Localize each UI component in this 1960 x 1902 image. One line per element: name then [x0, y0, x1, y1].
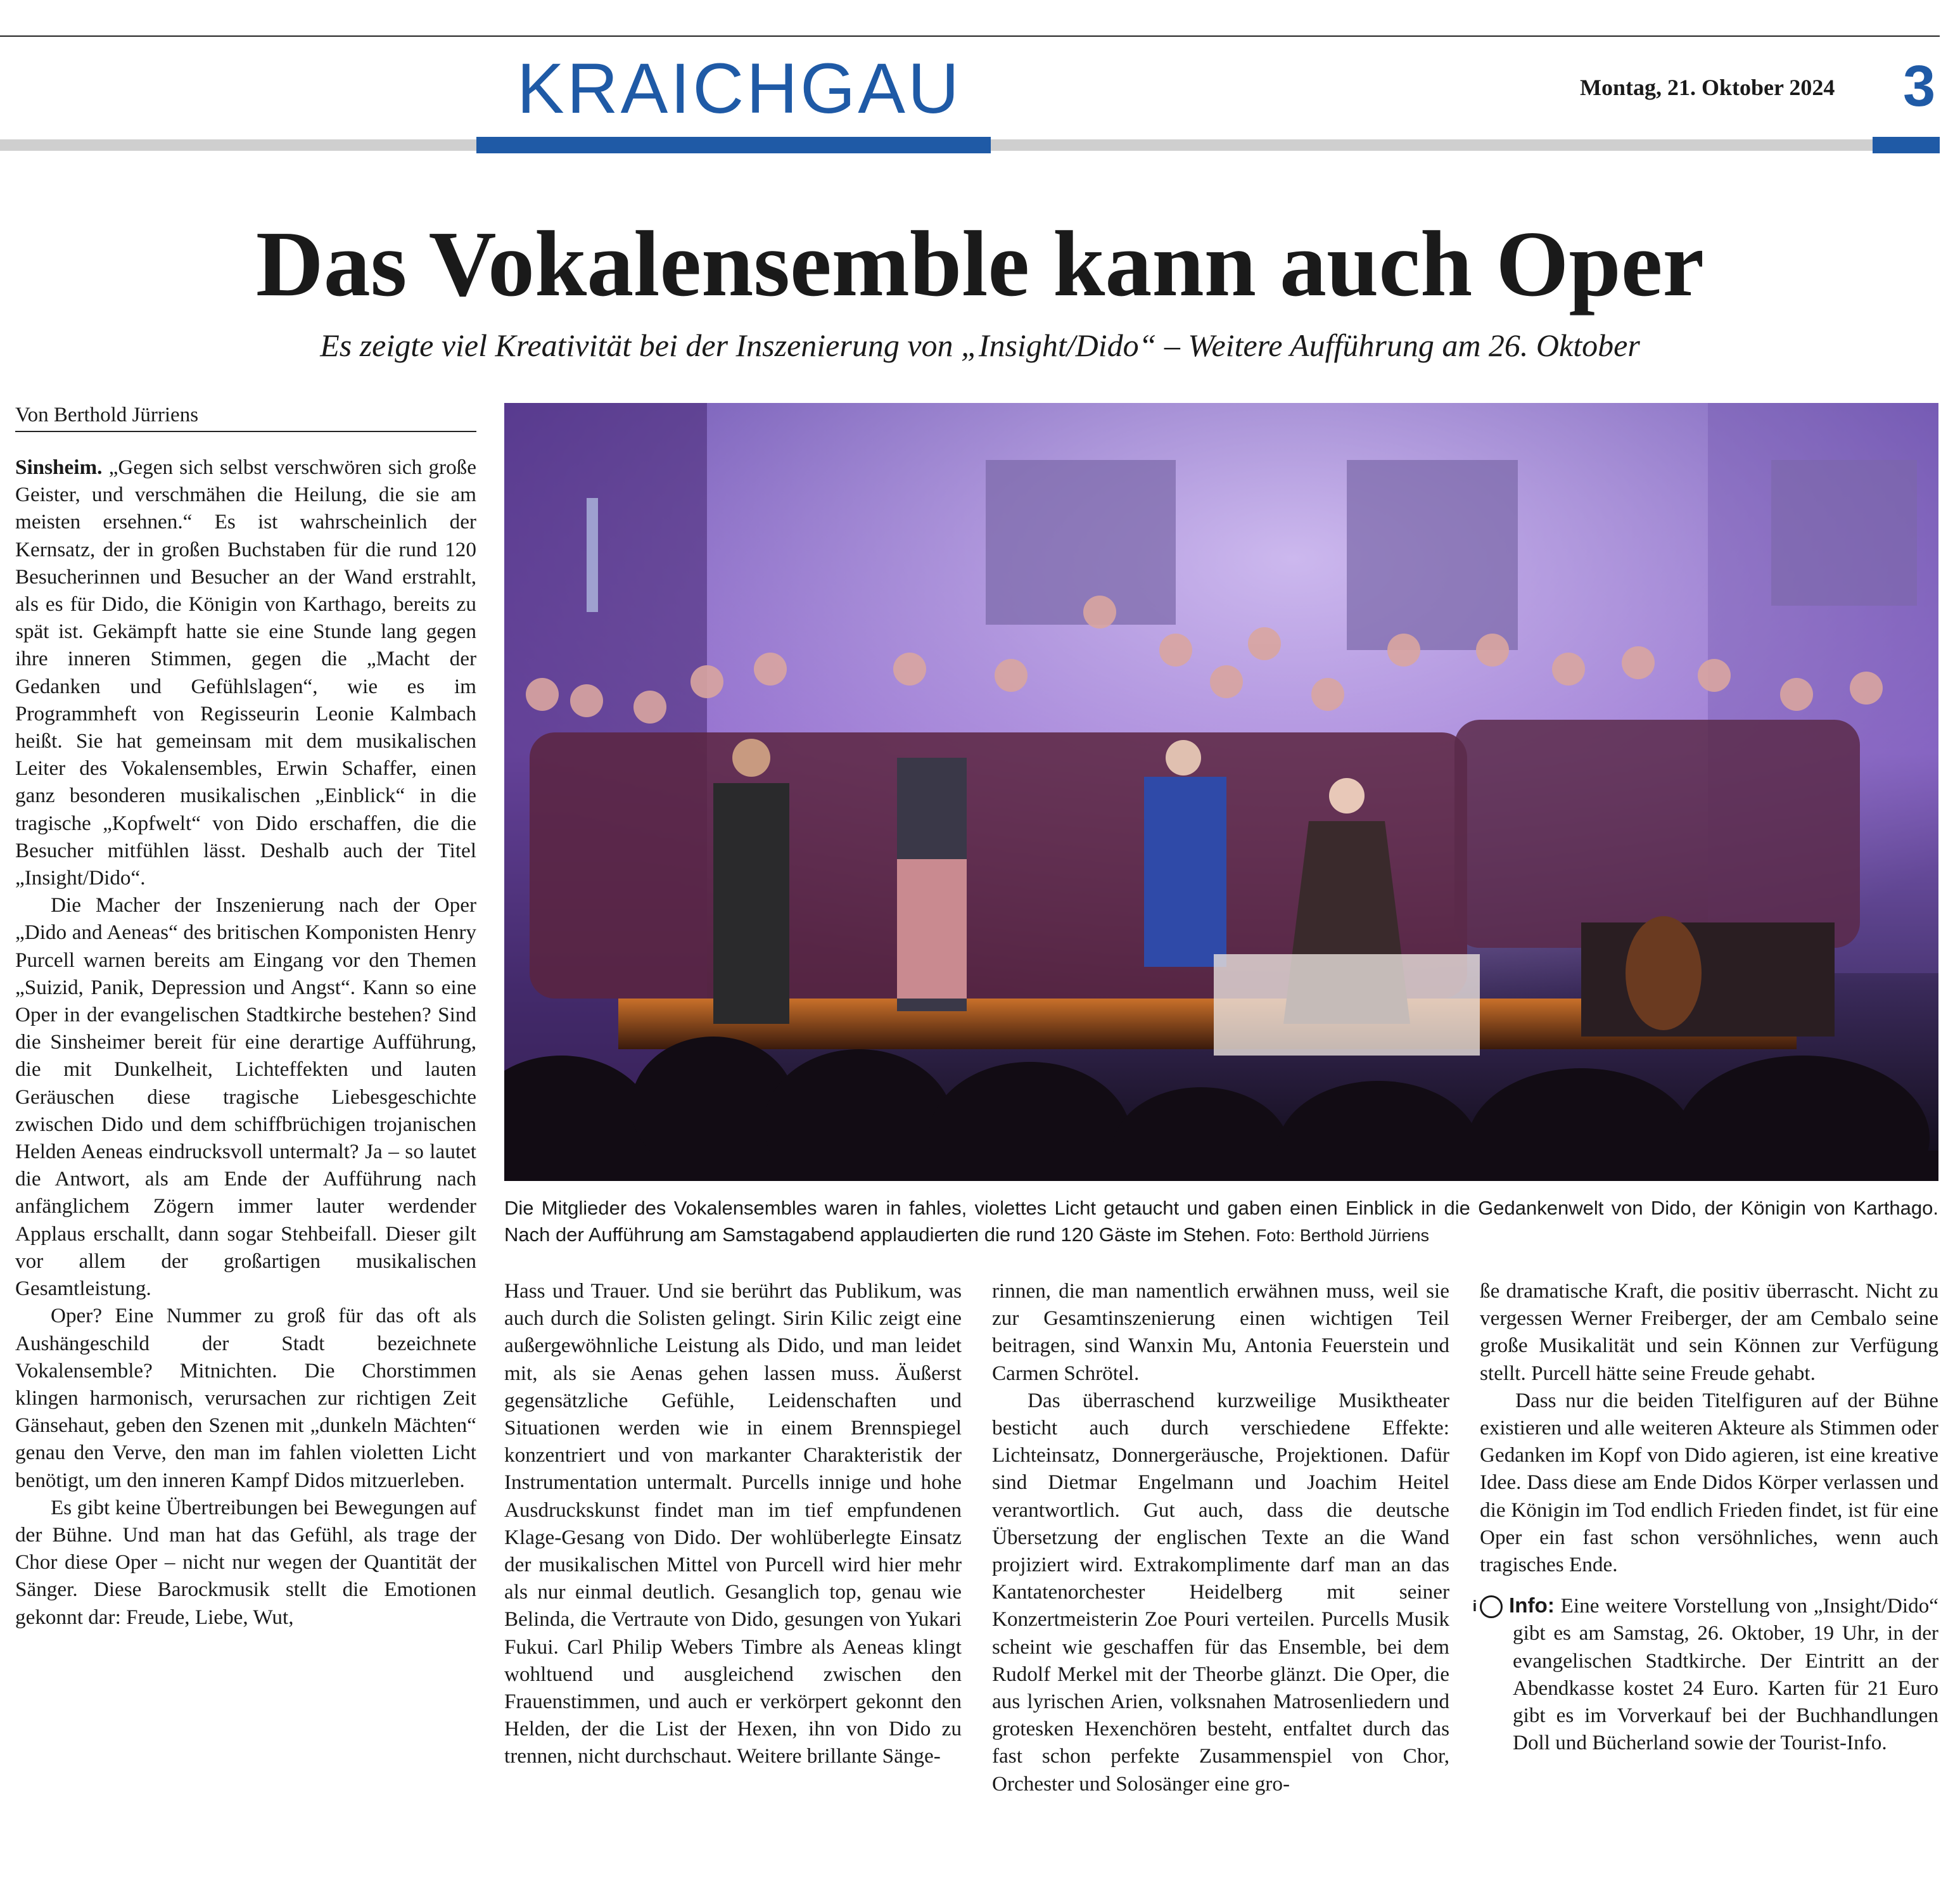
article-column-1: [15, 454, 476, 1631]
issue-date: Montag, 21. Oktober 2024: [1580, 75, 1835, 100]
caption-text: Die Mitglieder des Vokalensembles waren in fahles, violettes Licht getaucht und gaben einen Einblick in die Gedankenwelt von Dido, der Königin von Karthago. Nach der Aufführung am Samstagabend applaudierten die rund 120 Gäste im Stehen.: [504, 1197, 1938, 1246]
article-column-3: [992, 1277, 1449, 1797]
header-rule-blue-right: [1873, 137, 1940, 153]
byline: Von Berthold Jürriens: [15, 404, 199, 426]
paragraph: Oper? Eine Nummer zu groß für das oft als Aushängeschild der Stadt bezeichnete Vokalensemble? Mitnichten. Die Chorstimmen klingen harmonisch, verursachen zur richtigen Zeit Gänsehaut, geben den Szenen mit „dunkeln Mächten“ genau den Verve, den man im fahlen violetten Licht benötigt, um den inneren Kampf Didos mitzuerleben.: [15, 1304, 476, 1492]
paragraph: rinnen, die man namentlich erwähnen muss, weil sie zur Gesamtinszenierung einen wichtigen Teil beitragen, sind Wanxin Mu, Antonia Feuerstein und Carmen Schrötel.: [992, 1279, 1449, 1385]
header-rule-blue-center: [476, 137, 991, 153]
paragraph: ße dramatische Kraft, die positiv überrascht. Nicht zu vergessen Werner Freiberger, der am Cembalo seine große Musikalität und sein Können zur Verfügung stellt. Purcell hätte seine Freude gehabt.: [1480, 1279, 1938, 1385]
headline: Das Vokalensemble kann auch Oper: [255, 212, 1705, 316]
lead-text: „Gegen sich selbst verschwören sich große Geister, und verschmähen die Heilung, die sie am meisten ersehnen.“ Es ist wahrscheinlich der Kernsatz, der in großen Buchstaben für die rund 120 Besucherinnen und Besucher an der Wand erstrahlt, als es für Dido, die Königin von Karthago, bereits zu spät ist. Gekämpft hatte sie eine Stunde lang gegen ihre inneren Stimmen, gegen die „Macht der Gedanken und Gefühlslagen“, wie es im Programmheft von Regisseurin Leonie Kalmbach heißt. Sie hat gemeinsam mit dem musikalischen Leiter des Vokalensembles, Erwin Schaffer, einen ganz besonderen musikalischen „Einblick“ in die tragische „Kopfwelt“ von Dido erschaffen, die die Besucher mitfühlen lässt. Deshalb auch der Titel „Insight/Dido“.: [15, 456, 477, 890]
byline-rule: [15, 431, 476, 432]
info-box: [1472, 1592, 1938, 1756]
info-label: Info:: [1509, 1594, 1555, 1618]
paragraph: Es gibt keine Übertreibungen bei Bewegungen auf der Bühne. Und man hat das Gefühl, als trage der Chor diese Oper – nicht nur wegen der Quantität der Sänger. Diese Barockmusik stellt die Emotionen gekonnt dar: Freude, Liebe, Wut,: [15, 1495, 476, 1629]
page-number: 3: [1903, 54, 1936, 118]
section-title: KRAICHGAU: [517, 49, 962, 128]
paragraph-lead: [15, 454, 476, 891]
photo-caption: [504, 1195, 1938, 1249]
header-rule-grey-left: [0, 139, 476, 151]
paragraph: Hass und Trauer. Und sie berührt das Publikum, was auch durch die Solisten gelingt. Sirin Kilic zeigt eine außergewöhnliche Leistung als Dido, und man leidet mit, als sie Aenas gehen lassen muss. Äußerst gegensätzliche Gefühle, Leidenschaften und Situationen werden wie in einem Brennspiegel konzentriert und von markanter Charakteristik der Instrumentation untermalt. Purcells innige und hohe Ausdruckskunst findet man im tief empfundenen Klage-Gesang von Dido. Der wohlüberlegte Einsatz der musikalischen Mittel von Purcell wird hier mehr als nur einmal deutlich. Gesanglich top, genau wie Belinda, die Vertraute von Dido, gesungen von Yukari Fukui. Carl Philip Webers Timbre als Aeneas klingt wohltuend und ausgleichend zwischen den Frauenstimmen, und auch er verkörpert gekonnt den Helden, der die List der Hexen, ihn von Dido zu trennen, nicht durchschaut. Weitere brillante Sänge-: [504, 1279, 962, 1768]
header-rule-grey-right: [991, 139, 1873, 151]
paragraph: Die Macher der Inszenierung nach der Oper „Dido and Aeneas“ des britischen Komponisten Henry Purcell warnen bereits am Eingang vor den Themen „Suizid, Panik, Depression und Angst“. Kann so eine Oper in der evangelischen Stadtkirche bestehen? Sind die Sinsheimer bereit für eine derartige Aufführung, die mit Dunkelheit, Lichteffekten und lauten Geräuschen diese tragische Liebesgeschichte zwischen Dido und dem schiffbrüchigen trojanischen Helden Aeneas eindrucksvoll untermalt? Ja – so lautet die Antwort, als am Ende der Aufführung nach anfänglichem Zögern immer lauter werdender Applaus erschallt, dann sogar Stehbeifall. Dieser gilt vor allem der großartigen musikalischen Gesamtleistung.: [15, 893, 476, 1301]
dateline-place: Sinsheim.: [15, 456, 103, 479]
header-top-rule: [0, 35, 1940, 37]
article-column-4: [1472, 1277, 1938, 1756]
info-icon: i: [1480, 1595, 1503, 1618]
paragraph: Dass nur die beiden Titelfiguren auf der Bühne existieren und alle weiteren Akteure als Stimmen oder Gedanken im Kopf von Dido agieren, ist eine kreative Idee. Dass diese am Ende Didos Körper verlassen und die Königin im Tod endlich Frieden findet, ist für eine Oper ein fast schon versöhnliches, wenn auch tragisches Ende.: [1480, 1388, 1938, 1577]
paragraph: Das überraschend kurzweilige Musiktheater besticht auch durch verschiedene Effekte: Lichteinsatz, Donnergeräusche, Projektionen. Dafür sind Dietmar Engelmann und Joachim Heitel verantwortlich. Gut auch, dass die deutsche Übersetzung der englischen Texte an die Wand projiziert wird. Extrakomplimente darf man an das Kantatenorchester Heidelberg mit seiner Konzertmeisterin Zoe Pouri verteilen. Purcells Musik scheint wie geschaffen für das Ensemble, bei dem Rudolf Merkel mit der Theorbe glänzt. Die Oper, die aus lyrischen Arien, volksnahen Matrosenliedern und grotesken Hexenchören besteht, entfaltet durch das fast schon perfekte Zusammenspiel von Chor, Orchester und Solosänger eine gro-: [992, 1388, 1449, 1796]
info-text: Eine weitere Vorstellung von „Insight/Dido“ gibt es am Samstag, 26. Oktober, 19 Uhr, in der evangelischen Stadtkirche. Der Eintritt an der Abendkasse kostet 24 Euro. Karten für 21 Euro gibt es im Vorverkauf bei der Buchhandlungen Doll und Bücherland sowie der Tourist-Info.: [1513, 1594, 1938, 1755]
article-column-2: [504, 1277, 962, 1770]
concert-photo: [504, 403, 1938, 1181]
photo-credit: Foto: Berthold Jürriens: [1256, 1226, 1429, 1245]
subheadline: Es zeigte viel Kreativität bei der Inszenierung von „Insight/Dido“ – Weitere Aufführung am 26. Oktober: [320, 328, 1640, 363]
